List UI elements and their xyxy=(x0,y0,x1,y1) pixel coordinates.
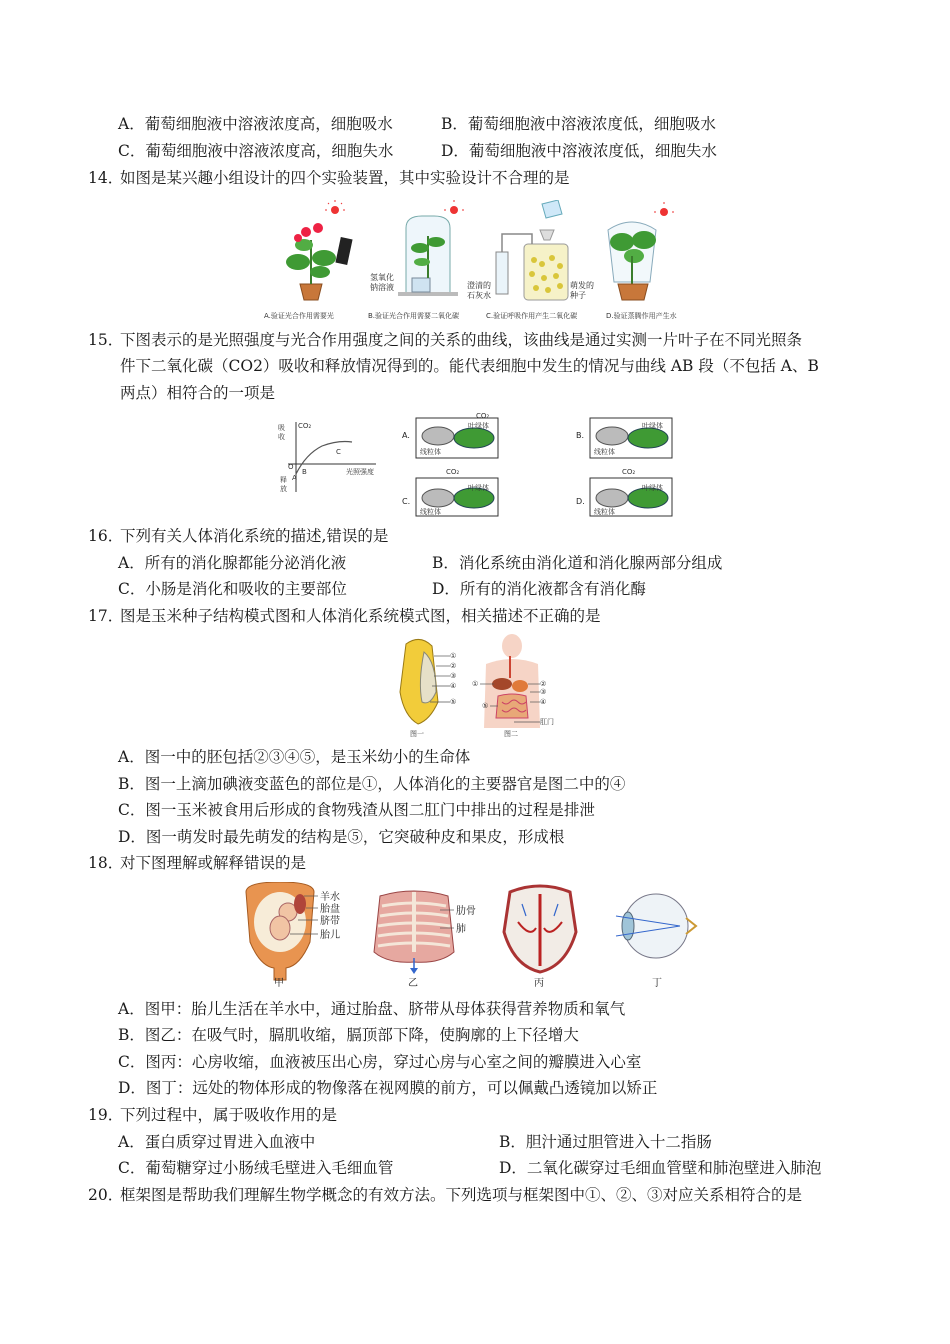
svg-text:CO₂: CO₂ xyxy=(446,468,460,476)
svg-text:②: ② xyxy=(450,662,457,670)
svg-text:O: O xyxy=(288,463,294,471)
svg-text:CO₂: CO₂ xyxy=(298,422,312,430)
q13-option-c: C．葡萄细胞液中溶液浓度高，细胞失水 xyxy=(118,142,394,160)
q15-option-d-diagram xyxy=(576,468,672,516)
q18-option-d: D．图丁：远处的物体形成的物像落在视网膜的前方，可以佩戴凸透镜加以矫正 xyxy=(118,1079,658,1097)
svg-text:C.: C. xyxy=(402,497,411,506)
svg-text:CO₂: CO₂ xyxy=(622,468,636,476)
svg-text:羊水: 羊水 xyxy=(320,892,340,903)
q17-option-a: A．图一中的胚包括②③④⑤，是玉米幼小的生命体 xyxy=(118,748,471,766)
q18-stem: 对下图理解或解释错误的是 xyxy=(120,854,307,872)
q14-fig-c-seed-jar xyxy=(467,200,594,300)
q18-option-c: C．图丙：心房收缩，血液被压出心房，穿过心房与心室之间的瓣膜进入心室 xyxy=(118,1053,642,1071)
q17-stem: 图是玉米种子结构模式图和人体消化系统模式图，相关描述不正确的是 xyxy=(120,607,601,625)
svg-text:⑤: ⑤ xyxy=(450,698,457,706)
q17-option-d: D．图一萌发时最先萌发的结构是⑤，它突破种皮和果皮，形成根 xyxy=(118,828,565,846)
q14-fig-b-bell-jar xyxy=(370,200,464,296)
q15-option-b-diagram xyxy=(576,418,672,458)
svg-text:肋骨: 肋骨 xyxy=(456,906,476,917)
svg-text:线粒体: 线粒体 xyxy=(420,448,441,456)
q14-fig-d-bagged-plant xyxy=(608,202,674,300)
svg-text:光照强度: 光照强度 xyxy=(346,468,374,476)
q15-curve-graph xyxy=(278,422,376,493)
svg-text:③: ③ xyxy=(540,688,547,696)
q16-stem: 下列有关人体消化系统的描述,错误的是 xyxy=(120,527,389,545)
q18-fig-jia-uterus xyxy=(246,882,340,989)
svg-text:CO₂: CO₂ xyxy=(476,412,490,420)
svg-text:胎盘: 胎盘 xyxy=(320,904,340,915)
svg-text:释: 释 xyxy=(280,476,287,484)
svg-text:氢氧化: 氢氧化 xyxy=(370,273,394,282)
svg-text:甲: 甲 xyxy=(274,978,284,989)
q14-number: 14． xyxy=(88,169,124,187)
svg-text:线粒体: 线粒体 xyxy=(594,508,615,516)
q17-digestive-system xyxy=(472,634,554,738)
q18-option-a: A．图甲：胎儿生活在羊水中，通过胎盘、脐带从母体获得营养物质和氧气 xyxy=(118,1000,626,1018)
svg-text:B.: B. xyxy=(576,431,585,440)
q19-option-b: B．胆汁通过胆管进入十二指肠 xyxy=(499,1133,712,1151)
q16-number: 16． xyxy=(88,527,124,545)
svg-text:萌发的: 萌发的 xyxy=(570,281,594,290)
svg-text:①: ① xyxy=(450,652,457,660)
svg-text:丙: 丙 xyxy=(534,978,544,989)
svg-text:①: ① xyxy=(472,680,479,688)
q19-option-c: C．葡萄糖穿过小肠绒毛壁进入毛细血管 xyxy=(118,1159,394,1177)
q16-option-d: D．所有的消化液都含有消化酶 xyxy=(432,580,646,598)
q16-option-b: B．消化系统由消化道和消化腺两部分组成 xyxy=(432,554,723,572)
q15-stem-line3: 两点）相符合的一项是 xyxy=(120,384,276,402)
q14-caption-a: A.验证光合作用需要光 xyxy=(264,312,334,320)
svg-text:④: ④ xyxy=(540,698,547,706)
svg-text:A.: A. xyxy=(402,431,410,440)
q15-option-c-diagram xyxy=(402,468,498,516)
svg-text:④: ④ xyxy=(450,682,457,690)
q18-fig-ding-eye xyxy=(616,894,696,989)
svg-text:叶绿体: 叶绿体 xyxy=(642,484,663,492)
q18-figure xyxy=(240,882,720,992)
svg-text:图二: 图二 xyxy=(504,730,518,738)
svg-text:肛门: 肛门 xyxy=(540,718,554,726)
svg-text:叶绿体: 叶绿体 xyxy=(468,422,489,430)
q17-number: 17． xyxy=(88,607,124,625)
q20-stem: 框架图是帮助我们理解生物学概念的有效方法。下列选项与框架图中①、②、③对应关系相符合的是 xyxy=(120,1186,803,1204)
q14-fig-a-plant xyxy=(286,200,353,300)
q14-caption-c: C.验证呼吸作用产生二氧化碳 xyxy=(486,312,578,320)
q15-option-a-diagram xyxy=(402,412,498,458)
svg-text:乙: 乙 xyxy=(408,978,418,989)
svg-text:叶绿体: 叶绿体 xyxy=(642,422,663,430)
q15-figure xyxy=(276,412,686,520)
svg-text:种子: 种子 xyxy=(570,291,586,300)
svg-text:C: C xyxy=(336,448,341,456)
svg-text:肺: 肺 xyxy=(456,924,466,935)
q16-option-a: A．所有的消化腺都能分泌消化液 xyxy=(118,554,347,572)
svg-text:D.: D. xyxy=(576,497,585,506)
svg-text:B: B xyxy=(302,468,307,476)
svg-text:脐带: 脐带 xyxy=(320,916,340,927)
q14-figure xyxy=(262,200,702,324)
q18-fig-bing-heart xyxy=(504,886,576,989)
svg-text:②: ② xyxy=(540,680,547,688)
q19-stem: 下列过程中，属于吸收作用的是 xyxy=(120,1106,338,1124)
q19-option-d: D．二氧化碳穿过毛细血管壁和肺泡壁进入肺泡 xyxy=(499,1159,822,1177)
svg-text:丁: 丁 xyxy=(652,978,662,989)
q20-number: 20． xyxy=(88,1186,124,1204)
q13-option-d: D．葡萄细胞液中溶液浓度低，细胞失水 xyxy=(441,142,717,160)
q13-option-b: B．葡萄细胞液中溶液浓度低，细胞吸水 xyxy=(441,115,716,133)
svg-text:钠溶液: 钠溶液 xyxy=(370,283,394,292)
svg-text:线粒体: 线粒体 xyxy=(420,508,441,516)
q15-stem-line1: 下图表示的是光照强度与光合作用强度之间的关系的曲线，该曲线是通过实测一片叶子在不同光照条 xyxy=(120,331,803,349)
svg-text:澄清的: 澄清的 xyxy=(467,281,491,290)
svg-text:收: 收 xyxy=(278,433,285,441)
svg-text:吸: 吸 xyxy=(278,424,285,432)
q14-stem: 如图是某兴趣小组设计的四个实验装置，其中实验设计不合理的是 xyxy=(120,169,570,187)
svg-text:A: A xyxy=(292,474,297,482)
q18-option-b: B．图乙：在吸气时，膈肌收缩，膈顶部下降，使胸廓的上下径增大 xyxy=(118,1026,579,1044)
q19-option-a: A．蛋白质穿过胃进入血液中 xyxy=(118,1133,316,1151)
q17-option-c: C．图一玉米被食用后形成的食物残渣从图二肛门中排出的过程是排泄 xyxy=(118,801,595,819)
q16-option-c: C．小肠是消化和吸收的主要部位 xyxy=(118,580,347,598)
q17-figure xyxy=(390,632,566,740)
svg-text:石灰水: 石灰水 xyxy=(467,291,491,300)
svg-text:放: 放 xyxy=(280,485,287,493)
q17-option-b: B．图一上滴加碘液变蓝色的部位是①，人体消化的主要器官是图二中的④ xyxy=(118,775,626,793)
svg-text:③: ③ xyxy=(450,672,457,680)
q18-number: 18． xyxy=(88,854,124,872)
svg-text:线粒体: 线粒体 xyxy=(594,448,615,456)
svg-text:叶绿体: 叶绿体 xyxy=(468,484,489,492)
q15-number: 15． xyxy=(88,331,124,349)
svg-text:图一: 图一 xyxy=(410,730,424,738)
q13-option-a: A．葡萄细胞液中溶液浓度高，细胞吸水 xyxy=(118,115,393,133)
q17-corn-seed xyxy=(400,639,456,738)
svg-text:⑤: ⑤ xyxy=(482,702,489,710)
q14-caption-d: D.验证蒸腾作用产生水 xyxy=(606,312,677,320)
q15-stem-line2: 件下二氧化碳（CO2）吸收和释放情况得到的。能代表细胞中发生的情况与曲线 AB 段（不包括 A、B xyxy=(120,357,819,375)
svg-text:胎儿: 胎儿 xyxy=(320,930,340,941)
q18-fig-yi-ribcage xyxy=(374,891,476,989)
q19-number: 19． xyxy=(88,1106,124,1124)
q14-caption-b: B.验证光合作用需要二氧化碳 xyxy=(368,312,460,320)
